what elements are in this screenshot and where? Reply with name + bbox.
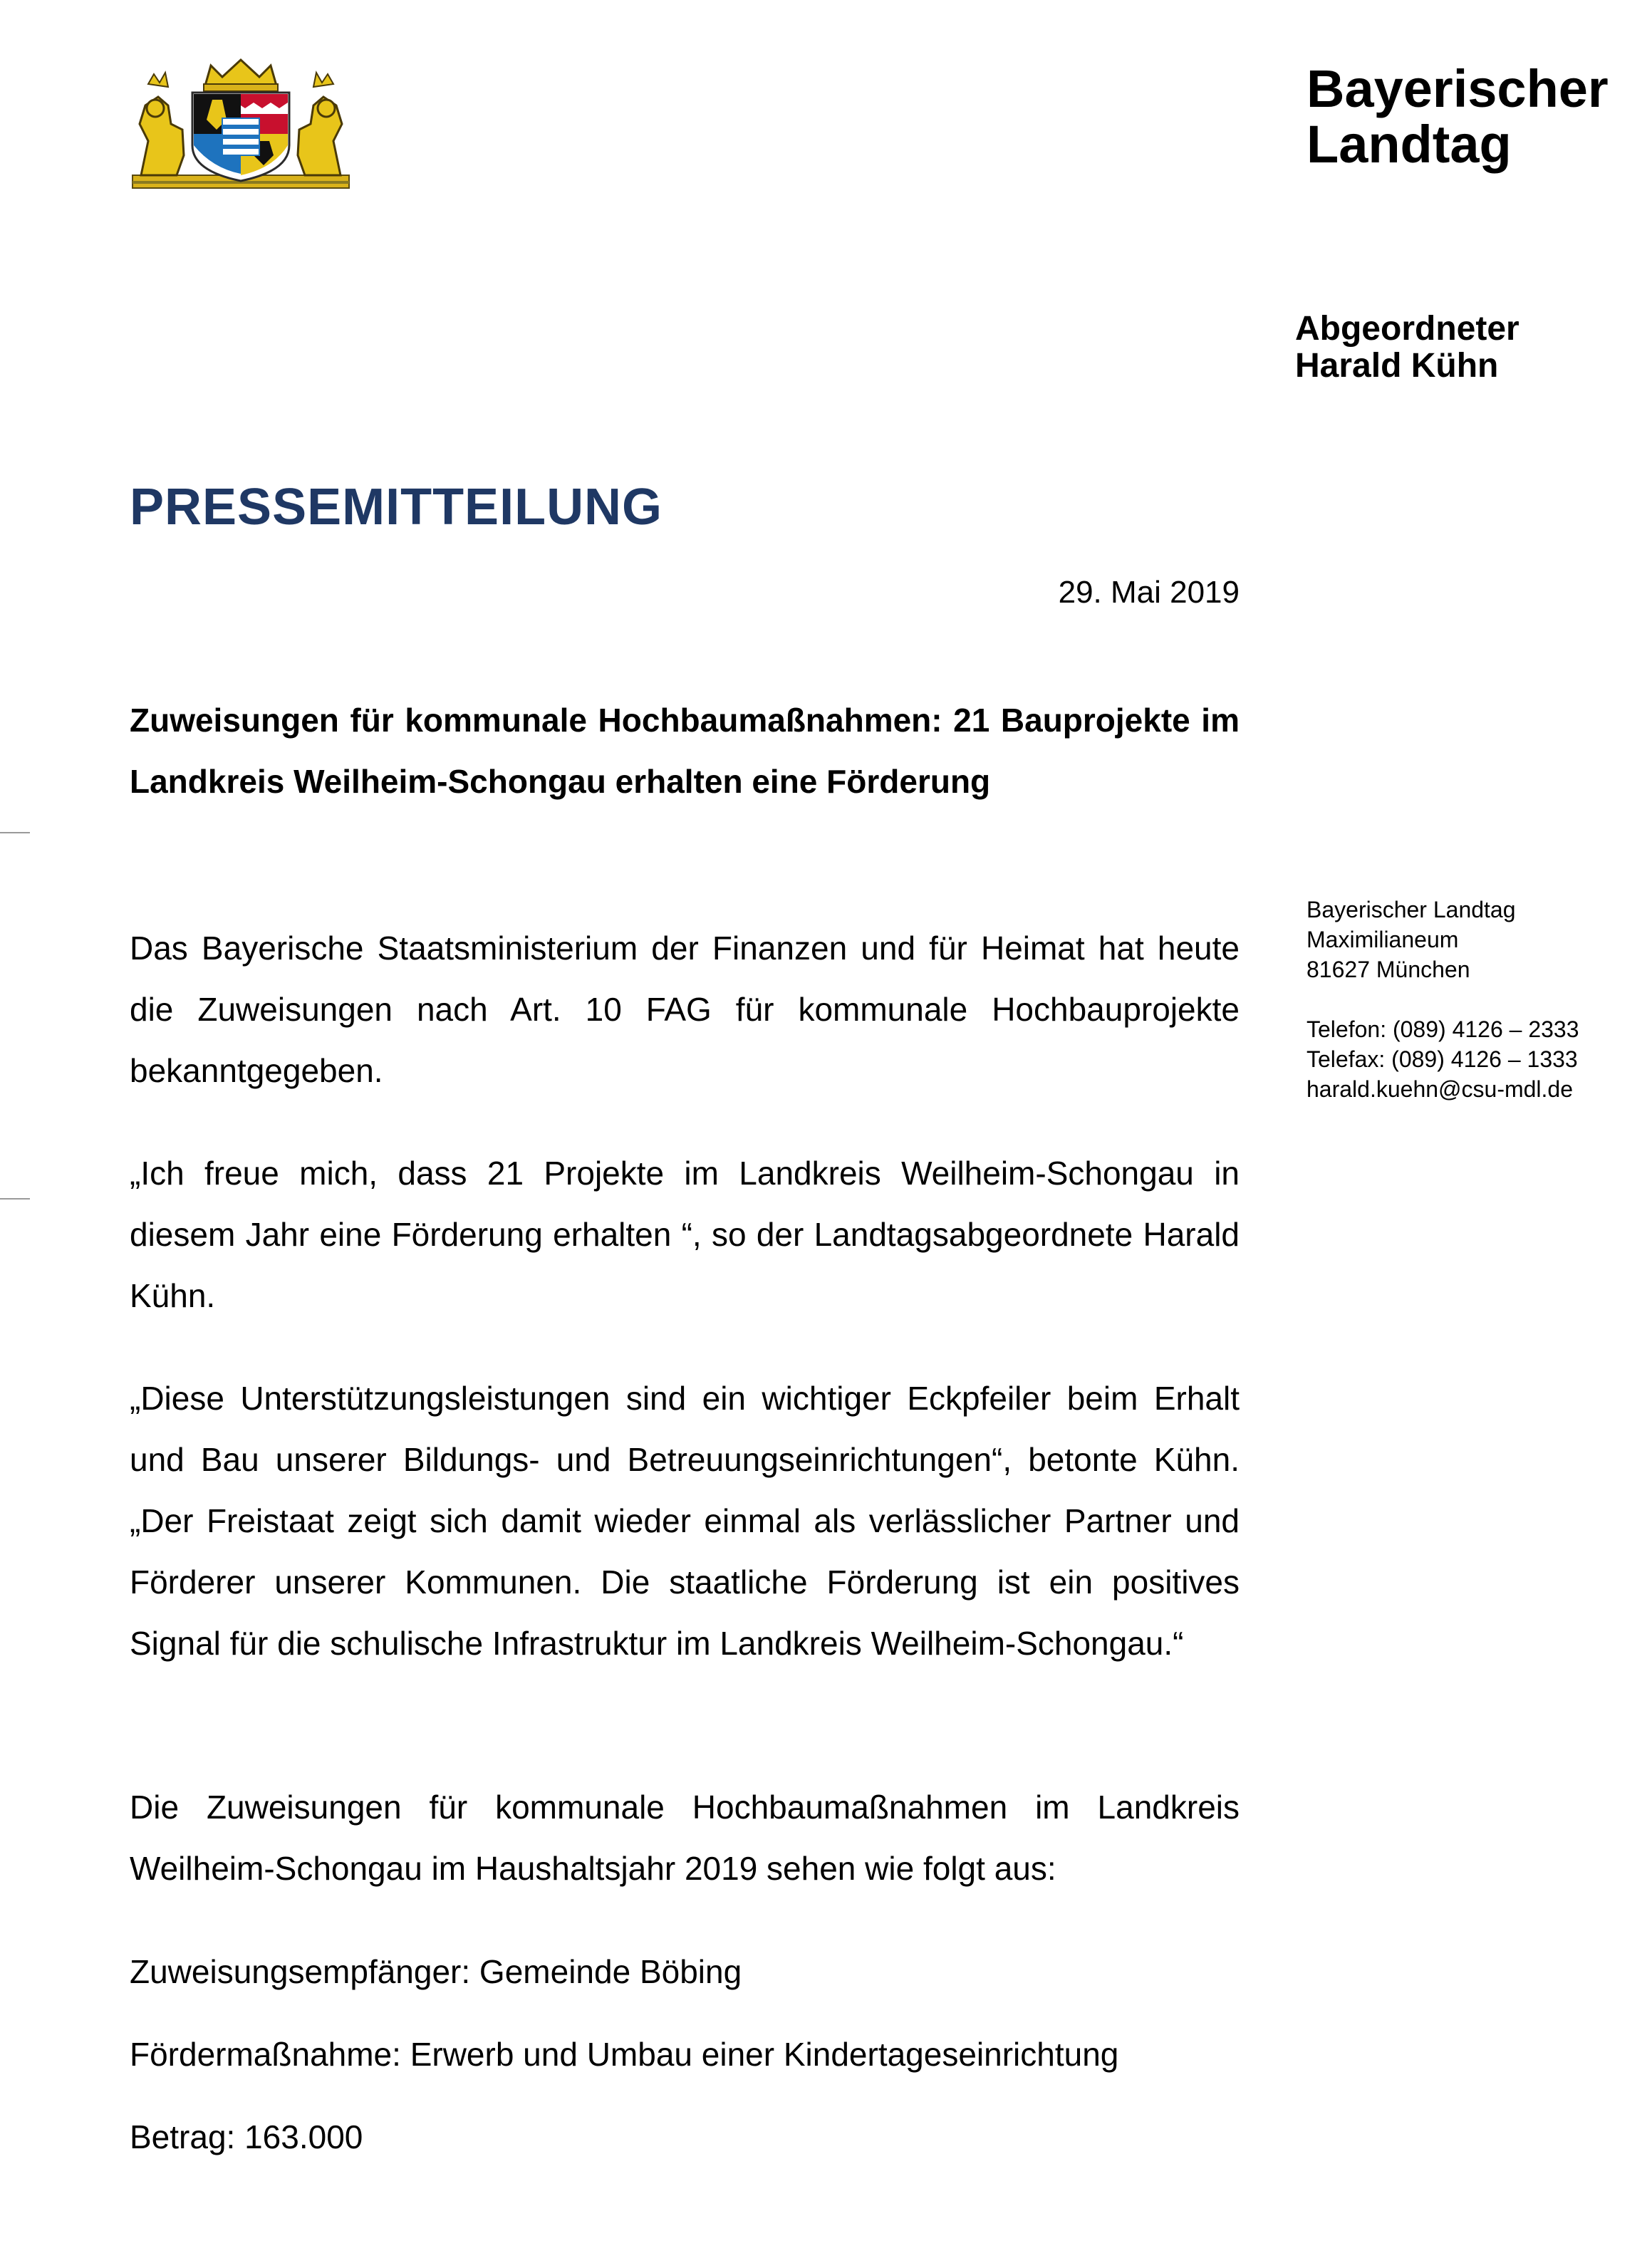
email-address: harald.kuehn@csu-mdl.de [1306, 1076, 1574, 1102]
institution-name-line1: Bayerischer [1306, 59, 1609, 118]
body-paragraph-2: „Ich freue mich, dass 21 Projekte im Landkreis Weilheim-Schongau in diesem Jahr eine Förderung erhalten “, so der Landtagsabgeordnete Harald Kühn. [130, 1155, 1240, 1314]
address-spacer [1306, 984, 1579, 1014]
body-paragraph-4: Die Zuweisungen für kommunale Hochbaumaßnahmen im Landkreis Weilheim-Schongau im Haushaltsjahr 2019 sehen wie folgt aus: [130, 1789, 1240, 1887]
institution-name [1306, 61, 1609, 172]
funding-recipient: Zuweisungsempfänger: Gemeinde Böbing [130, 1953, 742, 1990]
mp-name: Harald Kühn [1295, 347, 1499, 385]
institution-name-line2: Landtag [1306, 115, 1512, 174]
fax-number: Telefax: (089) 4126 – 1333 [1306, 1046, 1578, 1072]
page-title: PRESSEMITTEILUNG [130, 479, 663, 536]
address-line: 81627 München [1306, 957, 1470, 982]
fold-mark [0, 832, 30, 833]
body-paragraph-1: Das Bayerische Staatsministerium der Finanzen und für Heimat hat heute die Zuweisungen nach Art. 10 FAG für kommunale Hochbauprojekte bekanntgegeben. [130, 930, 1240, 1089]
address-line: Bayerischer Landtag [1306, 897, 1516, 922]
bavarian-coat-of-arms-icon [127, 56, 355, 194]
phone-number: Telefon: (089) 4126 – 2333 [1306, 1016, 1579, 1042]
fold-mark [0, 1198, 30, 1200]
funding-measure: Fördermaßnahme: Erwerb und Umbau einer Kindertageseinrichtung [130, 2036, 1119, 2073]
member-of-parliament [1295, 311, 1519, 385]
address-line: Maximilianeum [1306, 927, 1459, 952]
funding-amount: Betrag: 163.000 [130, 2118, 363, 2155]
body-paragraph-3: „Diese Unterstützungsleistungen sind ein wichtiger Eckpfeiler beim Erhalt und Bau unserer Bildungs- und Betreuungseinrichtungen“, betonte Kühn. „Der Freistaat zeigt sich damit wieder einmal als verlässlicher Partner und Förderer unserer Kommunen. Die staatliche Förderung ist ein positives Signal für die schulische Infrastruktur im Landkreis Weilheim-Schongau.“ [130, 1380, 1240, 1662]
press-release-date: 29. Mai 2019 [1058, 575, 1240, 610]
address-block [1306, 895, 1579, 1104]
mp-role: Abgeordneter [1295, 310, 1519, 348]
press-release-headline: Zuweisungen für kommunale Hochbaumaßnahmen: 21 Bauprojekte im Landkreis Weilheim-Schongau erhalten eine Förderung [130, 702, 1240, 800]
